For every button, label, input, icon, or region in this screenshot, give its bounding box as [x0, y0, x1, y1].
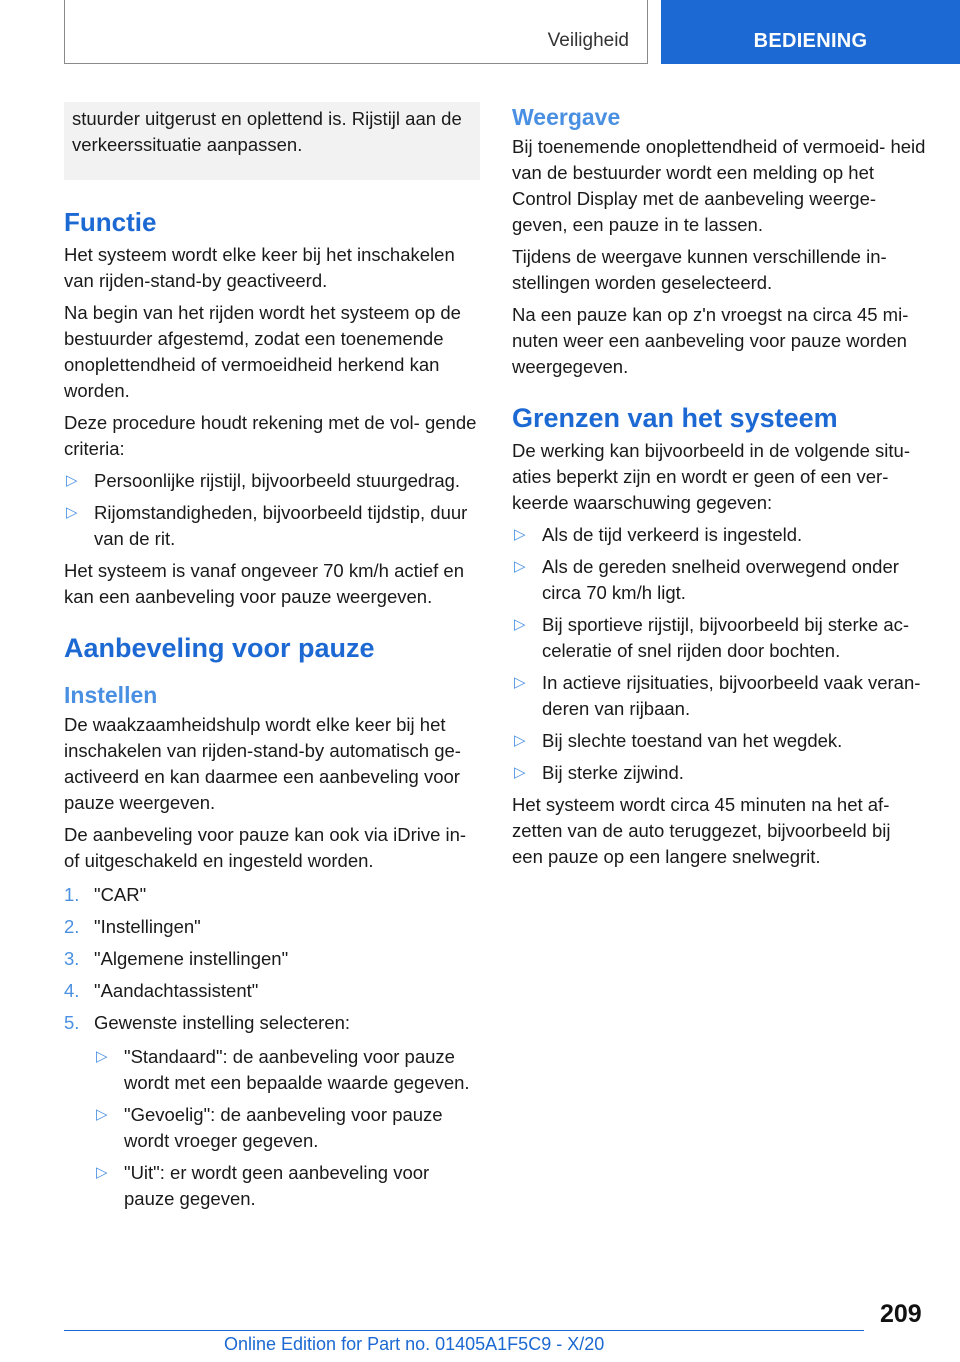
- left-column: [64, 102, 480, 1218]
- page-number: 209: [880, 1300, 922, 1328]
- grenzen-heading: Grenzen van het systeem: [512, 403, 838, 433]
- triangle-bullet-icon: ▷: [514, 616, 526, 633]
- step-item: 4. "Aandachtassistent": [64, 980, 259, 1001]
- paragraph: Tijdens de weergave kunnen verschillende in‐ stellingen worden geselecteerd.: [512, 246, 887, 293]
- paragraph: Bij toenemende onoplettendheid of vermoeid‐ heid van de bestuurder wordt een melding op het Control Display met de aanbeveling weerge‐ geven, een pauze in te lassen.: [512, 136, 926, 235]
- list-item: ▷ Rijomstandigheden, bijvoorbeeld tijdstip, duur van de rit.: [66, 502, 468, 549]
- chapter-tab[interactable]: [661, 0, 960, 64]
- paragraph: Het systeem wordt circa 45 minuten na het af‐ zetten van de auto teruggezet, bijvoorbeeld bij een pauze op een langere snelwegrit.: [512, 794, 891, 867]
- instellen-heading: Instellen: [64, 682, 158, 708]
- list-item: ▷ Als de gereden snelheid overwegend onder circa 70 km/h ligt.: [514, 556, 899, 603]
- triangle-bullet-icon: ▷: [66, 504, 78, 521]
- step-item: 1. "CAR": [64, 884, 147, 905]
- paragraph: De werking kan bijvoorbeeld in de volgende situ‐ aties beperkt zijn en wordt er geen of een ver‐ keerde waarschuwing gegeven:: [512, 440, 910, 513]
- chapter-tab-label: BEDIENING: [753, 29, 868, 52]
- criteria-list: [64, 468, 480, 552]
- paragraph: Het systeem wordt elke keer bij het inschakelen van rijden-stand-by geactiveerd.: [64, 244, 455, 291]
- pauze-heading: Aanbeveling voor pauze: [64, 633, 375, 663]
- footer-edition-link[interactable]: Online Edition for Part no. 01405A1F5C9 - X/20: [224, 1334, 605, 1354]
- steps-list: [64, 882, 480, 1212]
- list-item: ▷ "Standaard": de aanbeveling voor pauze wordt met een bepaalde waarde gegeven.: [96, 1046, 470, 1093]
- paragraph: Na begin van het rijden wordt het systeem op de bestuurder afgestemd, zodat een toenemende onoplettendheid of vermoeidheid herkend kan worden.: [64, 302, 461, 401]
- triangle-bullet-icon: ▷: [514, 674, 526, 691]
- triangle-bullet-icon: ▷: [96, 1106, 108, 1123]
- list-item: ▷ Persoonlijke rijstijl, bijvoorbeeld stuurgedrag.: [64, 468, 480, 494]
- options-list: [94, 1044, 480, 1212]
- triangle-bullet-icon: ▷: [96, 1164, 108, 1181]
- list-item: ▷ "Uit": er wordt geen aanbeveling voor pauze gegeven.: [96, 1162, 430, 1209]
- step-item: 5. Gewenste instelling selecteren: ▷ "Standaard": de aanbeveling voor pauze wordt met een bepaalde waarde gegeven. ▷ "Gevoelig": de aanbeveling voor pauze wordt vroeger gegeven. ▷ "Uit": er wordt geen aanbeveling voor pauze gegeven.: [64, 1010, 480, 1212]
- functie-heading: Functie: [64, 207, 157, 237]
- paragraph: De aanbeveling voor pauze kan ook via iDrive in- of uitgeschakeld en ingesteld worden.: [64, 824, 467, 871]
- list-item: ▷ Bij slechte toestand van het wegdek.: [512, 728, 926, 754]
- footer-divider: [64, 1330, 864, 1331]
- note-box: stuurder uitgerust en oplettend is. Rijstijl aan de verkeerssituatie aanpassen.: [64, 102, 480, 180]
- limits-list: [512, 522, 926, 786]
- triangle-bullet-icon: ▷: [514, 764, 526, 781]
- list-item: ▷ Als de tijd verkeerd is ingesteld.: [512, 522, 926, 548]
- triangle-bullet-icon: ▷: [514, 558, 526, 575]
- triangle-bullet-icon: ▷: [96, 1048, 108, 1065]
- list-item: ▷ Bij sportieve rijstijl, bijvoorbeeld bij sterke ac‐ celeratie of snel rijden door bochten.: [514, 614, 910, 661]
- step-item: 2. "Instellingen": [64, 916, 201, 937]
- paragraph: Het systeem is vanaf ongeveer 70 km/h actief en kan een aanbeveling voor pauze weergeven.: [64, 560, 465, 607]
- triangle-bullet-icon: ▷: [66, 472, 78, 489]
- paragraph: Na een pauze kan op z'n vroegst na circa 45 mi‐ nuten weer een aanbeveling voor pauze worden weergegeven.: [512, 304, 909, 377]
- section-title: Veiligheid: [547, 30, 629, 51]
- triangle-bullet-icon: ▷: [514, 526, 526, 543]
- paragraph: De waakzaamheidshulp wordt elke keer bij het inschakelen van rijden-stand-by automatisch ge‐ activeerd en kan daarmee een aanbeveling voor pauze weergeven.: [64, 714, 461, 813]
- list-item: ▷ Bij sterke zijwind.: [512, 760, 926, 786]
- triangle-bullet-icon: ▷: [514, 732, 526, 749]
- weergave-heading: Weergave: [512, 104, 621, 130]
- right-column: [512, 102, 926, 876]
- list-item: ▷ In actieve rijsituaties, bijvoorbeeld vaak veran‐ deren van rijbaan.: [514, 672, 921, 719]
- paragraph: Deze procedure houdt rekening met de vol‐ gende criteria:: [64, 412, 477, 459]
- header-frame: [64, 0, 648, 64]
- step-item: 3. "Algemene instellingen": [64, 948, 289, 969]
- list-item: ▷ "Gevoelig": de aanbeveling voor pauze wordt vroeger gegeven.: [96, 1104, 443, 1151]
